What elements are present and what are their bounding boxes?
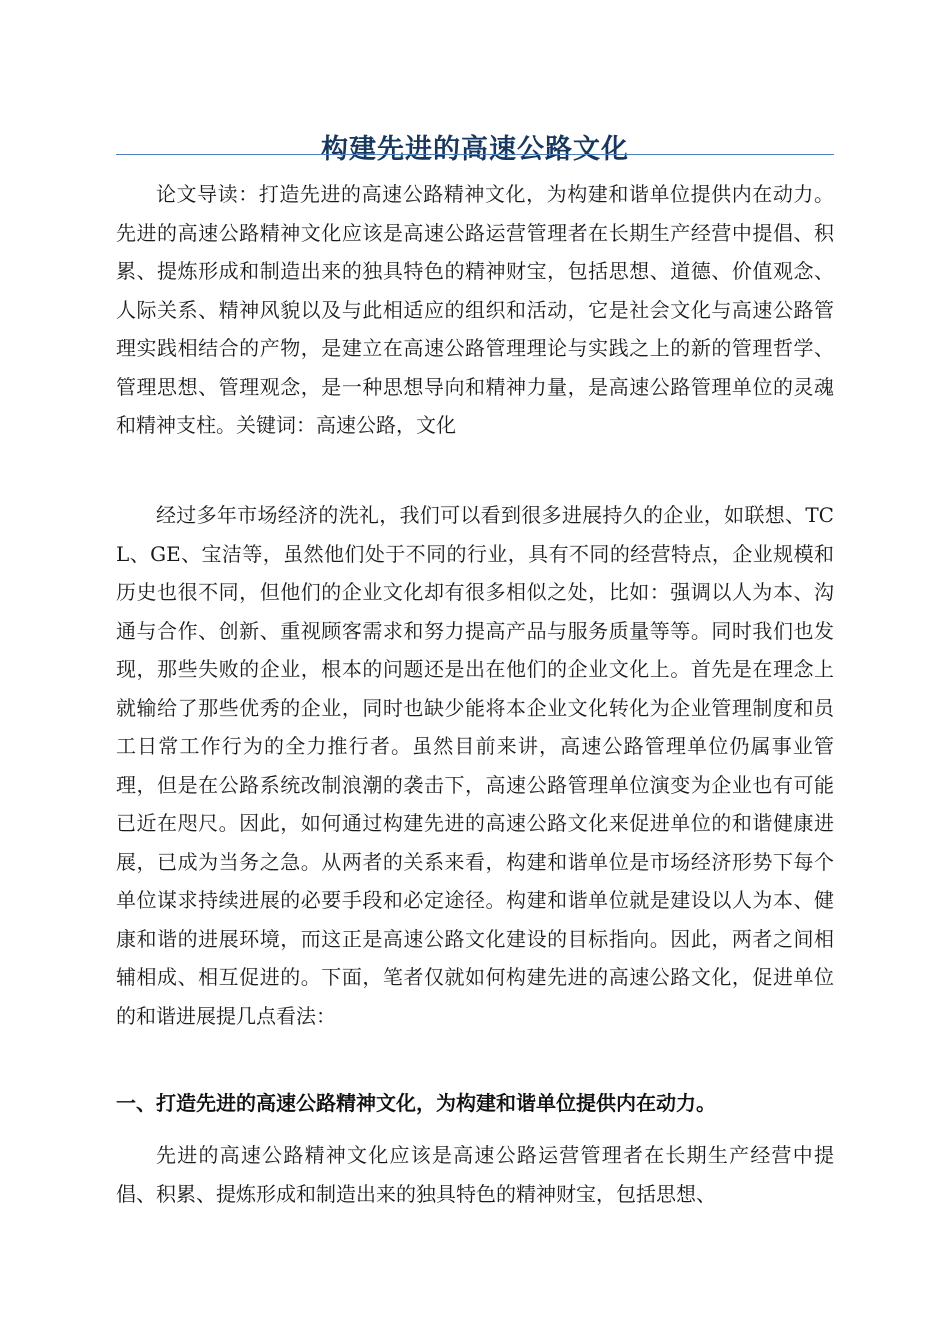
body-paragraph: 经过多年市场经济的洗礼，我们可以看到很多进展持久的企业，如联想、TCL、GE、宝洁等，虽然他们处于不同的行业，具有不同的经营特点，企业规模和历史也很不同，但他们的企业文化却有很多相似之处，比如：强调以人为本、沟通与合作、创新、重视顾客需求和努力提高产品与服务质量等等。同时我们也发现，那些失败的企业，根本的问题还是出在他们的企业文化上。首先是在理念上就输给了那些优秀的企业，同时也缺少能将本企业文化转化为企业管理制度和员工日常工作行为的全力推行者。虽然目前来讲，高速公路管理单位仍属事业管理，但是在公路系统改制浪潮的袭击下，高速公路管理单位演变为企业也有可能已近在咫尺。因此，如何通过构建先进的高速公路文化来促进单位的和谐健康进展，已成为当务之急。从两者的关系来看，构建和谐单位是市场经济形势下每个单位谋求持续进展的必要手段和必定途径。构建和谐单位就是建设以人为本、健康和谐的进展环境，而这正是高速公路文化建设的目标指向。因此，两者之间相辅相成、相互促进的。下面，笔者仅就如何构建先进的高速公路文化，促进单位的和谐进展提几点看法： <box>116 503 834 1028</box>
title-underline <box>116 154 834 155</box>
section-heading: 一、打造先进的高速公路精神文化，为构建和谐单位提供内在动力。 <box>116 1091 716 1115</box>
document-title: 构建先进的高速公路文化 <box>321 134 629 166</box>
body-paragraph-continued: 先进的高速公路精神文化应该是高速公路运营管理者在长期生产经营中提倡、积累、提炼形成和制造出来的独具特色的精神财宝，包括思想、 <box>116 1143 834 1206</box>
abstract-paragraph: 论文导读：打造先进的高速公路精神文化，为构建和谐单位提供内在动力。先进的高速公路精神文化应该是高速公路运营管理者在长期生产经营中提倡、积累、提炼形成和制造出来的独具特色的精神财宝，包括思想、道德、价值观念、人际关系、精神风貌以及与此相适应的组织和活动，它是社会文化与高速公路管理实践相结合的产物，是建立在高速公路管理理论与实践之上的新的管理哲学、管理思想、管理观念，是一种思想导向和精神力量，是高速公路管理单位的灵魂和精神支柱。关键词：高速公路，文化 <box>116 182 834 437</box>
